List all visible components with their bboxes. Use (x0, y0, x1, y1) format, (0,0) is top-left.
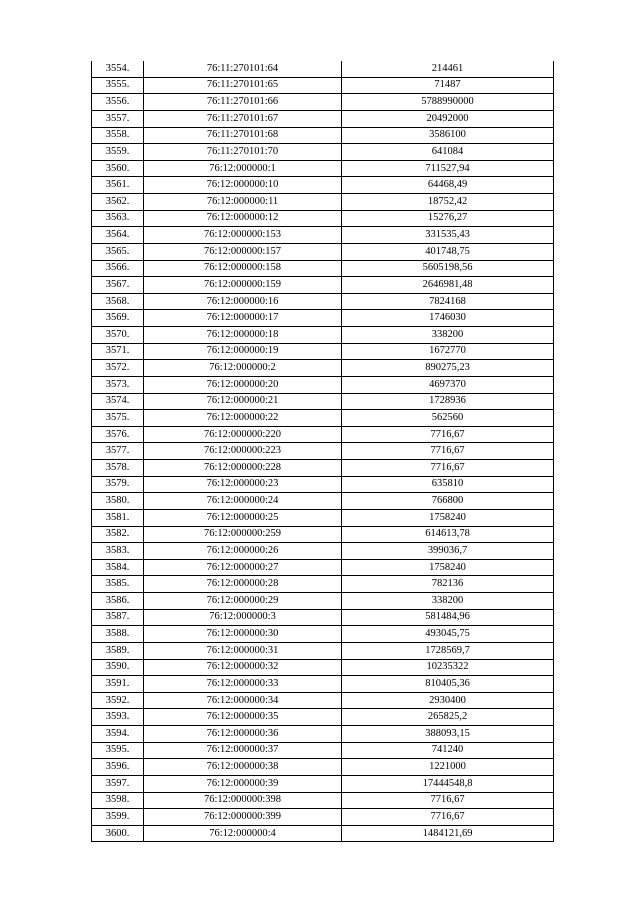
cadastral-value-cell: 338200 (342, 593, 554, 610)
row-number-cell: 3587. (92, 609, 144, 626)
row-number-cell: 3583. (92, 543, 144, 560)
row-number-cell: 3579. (92, 476, 144, 493)
cadastral-number-cell: 76:12:000000:259 (144, 526, 342, 543)
row-number-cell: 3590. (92, 659, 144, 676)
cadastral-number-cell: 76:12:000000:159 (144, 277, 342, 294)
cadastral-number-cell: 76:11:270101:68 (144, 127, 342, 144)
row-number-cell: 3560. (92, 160, 144, 177)
cadastral-value-cell: 635810 (342, 476, 554, 493)
cadastral-value-cell: 7716,67 (342, 809, 554, 826)
row-number-cell: 3593. (92, 709, 144, 726)
cadastral-number-cell: 76:12:000000:399 (144, 809, 342, 826)
row-number-cell: 3600. (92, 825, 144, 842)
cadastral-value-cell: 641084 (342, 144, 554, 161)
cadastral-value-cell: 7716,67 (342, 460, 554, 477)
cadastral-number-cell: 76:12:000000:31 (144, 642, 342, 659)
table-row (92, 676, 554, 693)
cadastral-value-cell: 331535,43 (342, 227, 554, 244)
cadastral-number-cell: 76:12:000000:157 (144, 243, 342, 260)
cadastral-value-cell: 1484121,69 (342, 825, 554, 842)
cadastral-number-cell: 76:12:000000:37 (144, 742, 342, 759)
row-number-cell: 3576. (92, 426, 144, 443)
row-number-cell: 3591. (92, 676, 144, 693)
table-row (92, 659, 554, 676)
cadastral-number-cell: 76:11:270101:70 (144, 144, 342, 161)
cadastral-value-cell: 7824168 (342, 293, 554, 310)
row-number-cell: 3598. (92, 792, 144, 809)
row-number-cell: 3595. (92, 742, 144, 759)
cadastral-number-cell: 76:12:000000:30 (144, 626, 342, 643)
cadastral-value-cell: 766800 (342, 493, 554, 510)
row-number-cell: 3565. (92, 243, 144, 260)
table-row (92, 709, 554, 726)
row-number-cell: 3589. (92, 642, 144, 659)
row-number-cell: 3599. (92, 809, 144, 826)
cadastral-value-cell: 1728936 (342, 393, 554, 410)
cadastral-number-cell: 76:12:000000:25 (144, 509, 342, 526)
row-number-cell: 3572. (92, 360, 144, 377)
table-row (92, 792, 554, 809)
table-row (92, 559, 554, 576)
table-row (92, 127, 554, 144)
row-number-cell: 3561. (92, 177, 144, 194)
cadastral-number-cell: 76:12:000000:20 (144, 376, 342, 393)
table-row (92, 443, 554, 460)
cadastral-value-cell: 15276,27 (342, 210, 554, 227)
table-row (92, 260, 554, 277)
table-row (92, 110, 554, 127)
cadastral-value-cell: 711527,94 (342, 160, 554, 177)
cadastral-number-cell: 76:12:000000:23 (144, 476, 342, 493)
row-number-cell: 3585. (92, 576, 144, 593)
table-row (92, 310, 554, 327)
table-row (92, 343, 554, 360)
table-row (92, 327, 554, 344)
cadastral-value-table (91, 61, 554, 842)
row-number-cell: 3562. (92, 194, 144, 211)
cadastral-number-cell: 76:12:000000:17 (144, 310, 342, 327)
cadastral-value-cell: 782136 (342, 576, 554, 593)
cadastral-value-cell: 388093,15 (342, 726, 554, 743)
table-row (92, 144, 554, 161)
table-row (92, 692, 554, 709)
table-row (92, 509, 554, 526)
row-number-cell: 3574. (92, 393, 144, 410)
cadastral-value-cell: 562560 (342, 410, 554, 427)
cadastral-number-cell: 76:12:000000:26 (144, 543, 342, 560)
cadastral-number-cell: 76:12:000000:158 (144, 260, 342, 277)
cadastral-number-cell: 76:12:000000:3 (144, 609, 342, 626)
cadastral-number-cell: 76:12:000000:35 (144, 709, 342, 726)
cadastral-number-cell: 76:12:000000:21 (144, 393, 342, 410)
cadastral-number-cell: 76:11:270101:65 (144, 77, 342, 94)
table-row (92, 243, 554, 260)
table-row (92, 775, 554, 792)
cadastral-value-cell: 338200 (342, 327, 554, 344)
row-number-cell: 3559. (92, 144, 144, 161)
table-row (92, 460, 554, 477)
cadastral-number-cell: 76:11:270101:64 (144, 61, 342, 77)
cadastral-number-cell: 76:12:000000:22 (144, 410, 342, 427)
row-number-cell: 3575. (92, 410, 144, 427)
cadastral-value-cell: 7716,67 (342, 792, 554, 809)
table-row (92, 526, 554, 543)
table-row (92, 543, 554, 560)
table-row (92, 376, 554, 393)
cadastral-number-cell: 76:12:000000:32 (144, 659, 342, 676)
row-number-cell: 3570. (92, 327, 144, 344)
table-row (92, 293, 554, 310)
cadastral-number-cell: 76:12:000000:39 (144, 775, 342, 792)
row-number-cell: 3588. (92, 626, 144, 643)
cadastral-value-cell: 10235322 (342, 659, 554, 676)
table-row (92, 742, 554, 759)
cadastral-value-cell: 1221000 (342, 759, 554, 776)
row-number-cell: 3592. (92, 692, 144, 709)
table-row (92, 426, 554, 443)
table-row (92, 277, 554, 294)
table-row (92, 593, 554, 610)
table-row (92, 393, 554, 410)
cadastral-value-cell: 5605198,56 (342, 260, 554, 277)
row-number-cell: 3558. (92, 127, 144, 144)
document-page (91, 61, 553, 842)
cadastral-number-cell: 76:12:000000:27 (144, 559, 342, 576)
table-row (92, 410, 554, 427)
cadastral-number-cell: 76:12:000000:18 (144, 327, 342, 344)
row-number-cell: 3564. (92, 227, 144, 244)
cadastral-value-cell: 581484,96 (342, 609, 554, 626)
table-row (92, 177, 554, 194)
cadastral-value-cell: 214461 (342, 61, 554, 77)
cadastral-number-cell: 76:12:000000:1 (144, 160, 342, 177)
cadastral-number-cell: 76:12:000000:12 (144, 210, 342, 227)
row-number-cell: 3569. (92, 310, 144, 327)
cadastral-number-cell: 76:12:000000:2 (144, 360, 342, 377)
row-number-cell: 3573. (92, 376, 144, 393)
cadastral-value-cell: 741240 (342, 742, 554, 759)
row-number-cell: 3568. (92, 293, 144, 310)
table-row (92, 609, 554, 626)
cadastral-value-cell: 71487 (342, 77, 554, 94)
cadastral-number-cell: 76:12:000000:16 (144, 293, 342, 310)
cadastral-number-cell: 76:11:270101:67 (144, 110, 342, 127)
row-number-cell: 3597. (92, 775, 144, 792)
cadastral-value-cell: 7716,67 (342, 426, 554, 443)
table-row (92, 94, 554, 111)
table-row (92, 759, 554, 776)
cadastral-number-cell: 76:12:000000:223 (144, 443, 342, 460)
cadastral-number-cell: 76:12:000000:10 (144, 177, 342, 194)
row-number-cell: 3563. (92, 210, 144, 227)
cadastral-value-cell: 265825,2 (342, 709, 554, 726)
table-row (92, 493, 554, 510)
row-number-cell: 3566. (92, 260, 144, 277)
cadastral-number-cell: 76:12:000000:228 (144, 460, 342, 477)
cadastral-value-cell: 1758240 (342, 559, 554, 576)
row-number-cell: 3567. (92, 277, 144, 294)
cadastral-number-cell: 76:12:000000:24 (144, 493, 342, 510)
cadastral-value-cell: 18752,42 (342, 194, 554, 211)
cadastral-number-cell: 76:12:000000:153 (144, 227, 342, 244)
cadastral-value-cell: 7716,67 (342, 443, 554, 460)
row-number-cell: 3555. (92, 77, 144, 94)
cadastral-number-cell: 76:12:000000:4 (144, 825, 342, 842)
table-row (92, 210, 554, 227)
cadastral-value-cell: 20492000 (342, 110, 554, 127)
row-number-cell: 3580. (92, 493, 144, 510)
cadastral-value-cell: 64468,49 (342, 177, 554, 194)
cadastral-value-cell: 890275,23 (342, 360, 554, 377)
cadastral-value-cell: 2646981,48 (342, 277, 554, 294)
cadastral-value-cell: 5788990000 (342, 94, 554, 111)
table-row (92, 77, 554, 94)
cadastral-value-cell: 1758240 (342, 509, 554, 526)
row-number-cell: 3557. (92, 110, 144, 127)
cadastral-value-cell: 401748,75 (342, 243, 554, 260)
row-number-cell: 3584. (92, 559, 144, 576)
cadastral-number-cell: 76:12:000000:38 (144, 759, 342, 776)
cadastral-value-cell: 2930400 (342, 692, 554, 709)
cadastral-number-cell: 76:12:000000:19 (144, 343, 342, 360)
row-number-cell: 3582. (92, 526, 144, 543)
cadastral-number-cell: 76:12:000000:11 (144, 194, 342, 211)
cadastral-value-cell: 1672770 (342, 343, 554, 360)
table-row (92, 726, 554, 743)
table-row (92, 160, 554, 177)
cadastral-value-cell: 4697370 (342, 376, 554, 393)
cadastral-number-cell: 76:12:000000:36 (144, 726, 342, 743)
row-number-cell: 3578. (92, 460, 144, 477)
cadastral-value-cell: 399036,7 (342, 543, 554, 560)
cadastral-number-cell: 76:12:000000:29 (144, 593, 342, 610)
table-row (92, 642, 554, 659)
cadastral-number-cell: 76:11:270101:66 (144, 94, 342, 111)
cadastral-value-cell: 493045,75 (342, 626, 554, 643)
table-row (92, 626, 554, 643)
cadastral-number-cell: 76:12:000000:33 (144, 676, 342, 693)
row-number-cell: 3554. (92, 61, 144, 77)
cadastral-value-cell: 3586100 (342, 127, 554, 144)
row-number-cell: 3594. (92, 726, 144, 743)
cadastral-number-cell: 76:12:000000:398 (144, 792, 342, 809)
row-number-cell: 3581. (92, 509, 144, 526)
cadastral-number-cell: 76:12:000000:220 (144, 426, 342, 443)
cadastral-value-cell: 17444548,8 (342, 775, 554, 792)
cadastral-value-cell: 810405,36 (342, 676, 554, 693)
table-row (92, 227, 554, 244)
cadastral-number-cell: 76:12:000000:34 (144, 692, 342, 709)
table-row (92, 61, 554, 77)
table-row (92, 476, 554, 493)
table-body (92, 61, 554, 842)
row-number-cell: 3577. (92, 443, 144, 460)
table-row (92, 825, 554, 842)
row-number-cell: 3571. (92, 343, 144, 360)
row-number-cell: 3596. (92, 759, 144, 776)
row-number-cell: 3556. (92, 94, 144, 111)
table-row (92, 576, 554, 593)
cadastral-value-cell: 1728569,7 (342, 642, 554, 659)
cadastral-value-cell: 614613,78 (342, 526, 554, 543)
cadastral-value-cell: 1746030 (342, 310, 554, 327)
table-row (92, 809, 554, 826)
row-number-cell: 3586. (92, 593, 144, 610)
cadastral-number-cell: 76:12:000000:28 (144, 576, 342, 593)
table-row (92, 194, 554, 211)
table-row (92, 360, 554, 377)
